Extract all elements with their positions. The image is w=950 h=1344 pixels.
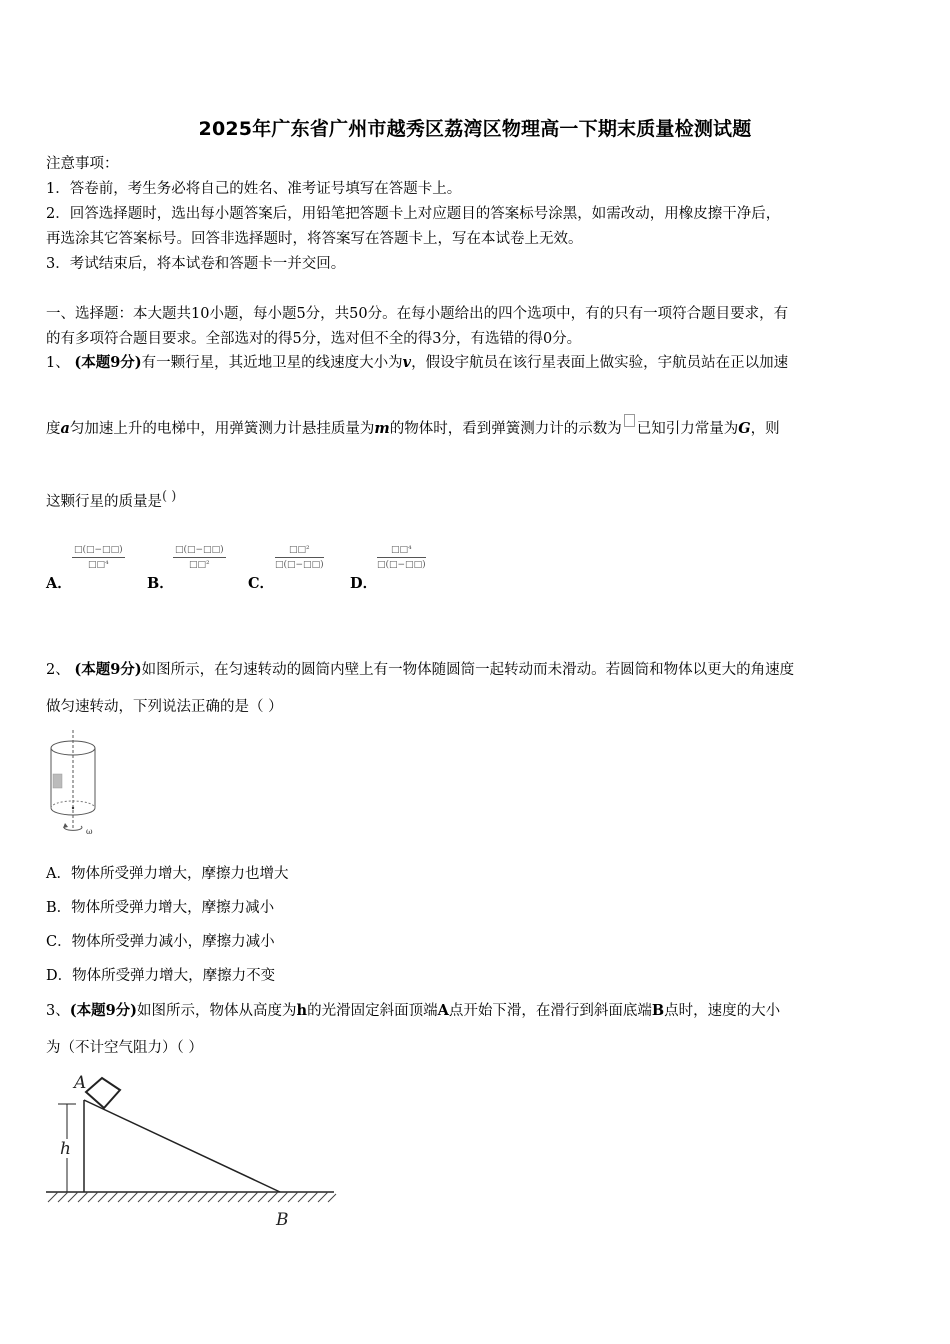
q3-text-a: 如图所示，物体从高度为 bbox=[137, 1003, 297, 1019]
q1-text-f: 已知引力常量为 bbox=[636, 421, 739, 437]
point-a-label: A bbox=[74, 1073, 87, 1093]
incline-figure bbox=[40, 1068, 340, 1234]
q1-var-G: G bbox=[738, 420, 751, 437]
q1-option-a-numerator: □(□−□□) bbox=[72, 545, 125, 558]
q3-line-2: 为（不计空气阻力）（ ） bbox=[46, 1040, 203, 1056]
notice-item-3: 3．考试结束后，将本试卷和答题卡一并交回。 bbox=[46, 256, 346, 272]
rotating-cylinder-figure bbox=[44, 726, 104, 842]
rotation-arrowhead bbox=[63, 823, 68, 828]
formula-placeholder-icon bbox=[624, 414, 635, 427]
q1-line-3 bbox=[46, 489, 176, 511]
q3-text-b: 的光滑固定斜面顶端 bbox=[307, 1003, 438, 1019]
q1-var-v: v bbox=[402, 354, 412, 371]
q1-option-d-label[interactable]: D． bbox=[350, 575, 378, 592]
q3-number: 3、 bbox=[46, 1003, 70, 1019]
q3-var-A: A bbox=[437, 1002, 449, 1019]
q2-option-b[interactable]: B．物体所受弹力增大，摩擦力减小 bbox=[46, 900, 275, 916]
q2-line-1 bbox=[46, 658, 794, 679]
point-b-label: B bbox=[276, 1210, 289, 1230]
omega-label: ω bbox=[86, 827, 93, 836]
q1-option-a-formula[interactable] bbox=[72, 545, 125, 570]
q1-option-b-formula[interactable] bbox=[173, 545, 226, 570]
q1-text-b: ，假设宇航员在该行星表面上做实验，宇航员站在正以加速 bbox=[411, 355, 789, 371]
q1-option-a-denominator: □□⁴ bbox=[87, 560, 109, 570]
q3-var-B: B bbox=[651, 1002, 665, 1019]
q2-score: (本题9分) bbox=[74, 661, 142, 678]
q3-text-d: 点时，速度的大小 bbox=[664, 1003, 781, 1019]
q2-text-a: 如图所示，在匀速转动的圆筒内壁上有一物体随圆筒一起转动而未滑动。若圆筒和物体以更大的角速度 bbox=[141, 662, 795, 678]
object-block bbox=[53, 774, 62, 788]
q1-score: (本题9分) bbox=[74, 354, 142, 371]
q2-line-2: 做匀速转动，下列说法正确的是（ ） bbox=[46, 699, 283, 715]
page-title: 2025年广东省广州市越秀区荔湾区物理高一下期末质量检测试题 bbox=[198, 118, 752, 140]
q1-option-c-numerator: □□² bbox=[275, 545, 324, 558]
q1-answer-paren: ( ) bbox=[162, 489, 177, 504]
q1-option-c-denominator: □(□−□□) bbox=[275, 560, 324, 570]
q3-text-c: 点开始下滑，在滑行到斜面底端 bbox=[448, 1003, 652, 1019]
q1-line-1 bbox=[46, 351, 788, 372]
q1-option-b-numerator: □(□−□□) bbox=[173, 545, 226, 558]
q2-number: 2、 bbox=[46, 662, 70, 678]
notice-item-2: 2．回答选择题时，选出每小题答案后，用铅笔把答题卡上对应题目的答案标号涂黑，如需改动，用橡皮擦干净后， bbox=[46, 206, 781, 222]
notice-heading: 注意事项： bbox=[46, 156, 119, 172]
incline-slope bbox=[84, 1100, 280, 1192]
q1-option-d-numerator: □□⁴ bbox=[377, 545, 426, 558]
q1-option-c-formula[interactable] bbox=[275, 545, 324, 570]
axis-center-dot bbox=[72, 807, 74, 809]
q1-text-h: 这颗行星的质量是 bbox=[46, 494, 162, 510]
notice-item-2-cont: 再选涂其它答案标号。回答非选择题时，将答案写在答题卡上，写在本试卷上无效。 bbox=[46, 231, 583, 247]
section-intro-line-1: 一、选择题：本大题共10小题，每小题5分，共50分。在每小题给出的四个选项中，有的只有一项符合题目要求，有 bbox=[46, 306, 789, 322]
q1-var-m: m bbox=[374, 420, 390, 437]
q1-text-c: 度 bbox=[46, 421, 61, 437]
q1-option-d-formula[interactable] bbox=[377, 545, 426, 570]
q2-option-a[interactable]: A．物体所受弹力增大，摩擦力也增大 bbox=[46, 866, 289, 882]
q1-option-d-denominator: □(□−□□) bbox=[377, 560, 426, 570]
q1-number: 1、 bbox=[46, 355, 70, 371]
q1-line-2 bbox=[46, 414, 780, 438]
notice-item-1: 1．答卷前，考生务必将自己的姓名、准考证号填写在答题卡上。 bbox=[46, 181, 462, 197]
q2-option-d[interactable]: D．物体所受弹力增大，摩擦力不变 bbox=[46, 968, 276, 984]
q1-option-b-denominator: □□² bbox=[188, 560, 210, 570]
q1-text-g: ，则 bbox=[750, 421, 780, 437]
section-intro-line-2: 的有多项符合题目要求。全部选对的得5分，选对但不全的得3分，有选错的得0分。 bbox=[46, 331, 582, 347]
q1-text-a: 有一颗行星，其近地卫星的线速度大小为 bbox=[141, 355, 403, 371]
q1-var-a: a bbox=[60, 420, 70, 437]
q3-var-h: h bbox=[296, 1002, 308, 1019]
q1-text-e: 的物体时，看到弹簧测力计的示数为 bbox=[389, 421, 622, 437]
q3-line-1 bbox=[46, 999, 780, 1020]
ground-hatching bbox=[48, 1192, 336, 1202]
q1-option-b-label[interactable]: B． bbox=[147, 575, 174, 592]
q1-option-c-label[interactable]: C． bbox=[248, 575, 275, 592]
q1-option-a-label[interactable]: A． bbox=[46, 575, 72, 592]
q2-option-c[interactable]: C．物体所受弹力减小，摩擦力减小 bbox=[46, 934, 275, 950]
q1-text-d: 匀加速上升的电梯中，用弹簧测力计悬挂质量为 bbox=[69, 421, 375, 437]
q3-score: (本题9分) bbox=[69, 1002, 138, 1019]
height-label: h bbox=[60, 1139, 71, 1159]
